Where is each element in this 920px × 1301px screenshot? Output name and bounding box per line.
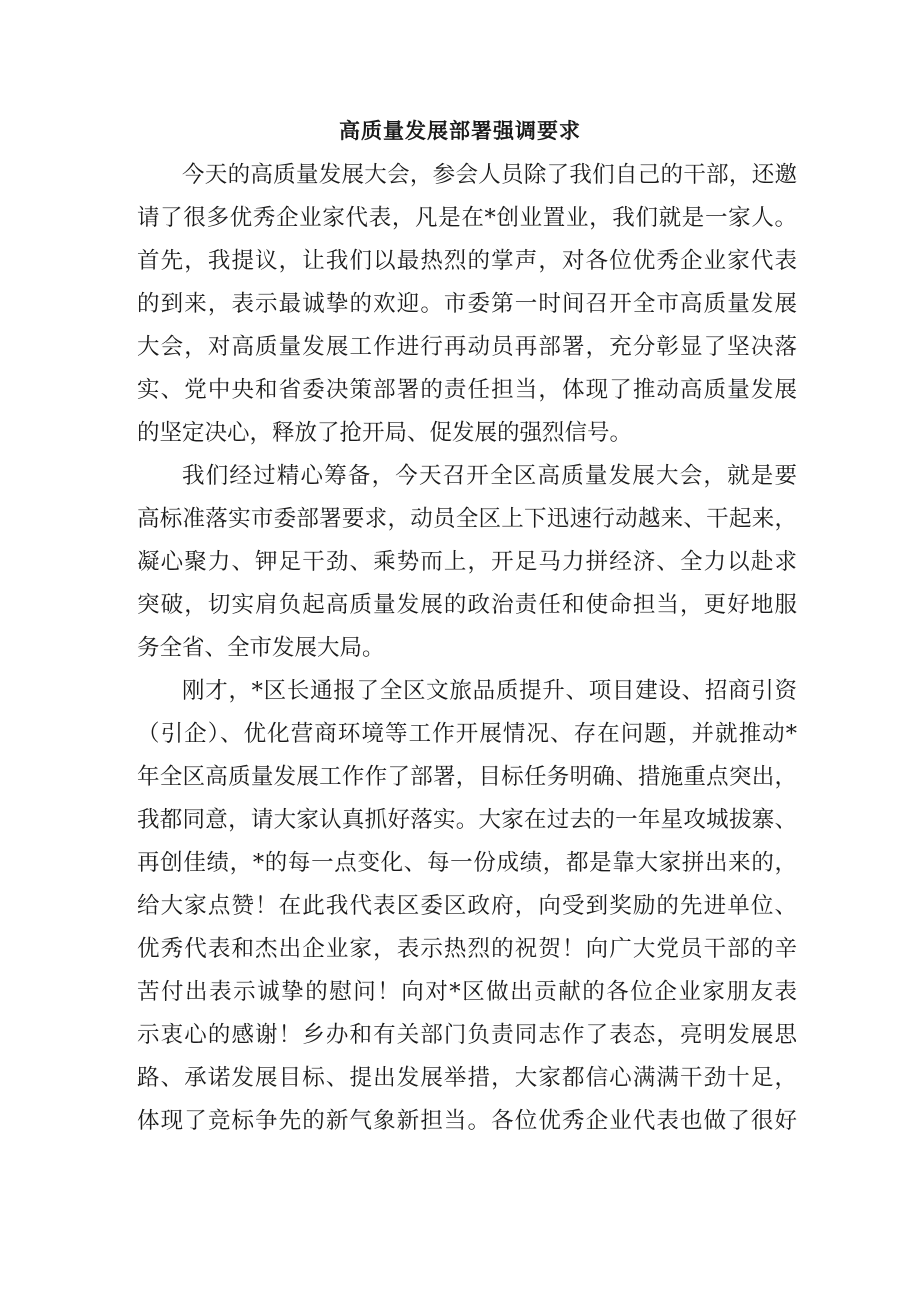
paragraph-3-line-6: 给大家点赞！在此我代表区委区政府，向受到奖励的先进单位、 xyxy=(137,893,797,919)
paragraph-3-line-5: 再创佳绩，*的每一点变化、每一份成绩，都是靠大家拼出来的， xyxy=(137,850,797,876)
paragraph-3-line-11: 体现了竞标争先的新气象新担当。各位优秀企业代表也做了很好 xyxy=(137,1108,797,1134)
paragraph-2-line-3: 凝心聚力、钾足干劲、乘势而上，开足马力拼经济、全力以赴求 xyxy=(137,549,797,575)
paragraph-3-line-1: 刚才，*区长通报了全区文旅品质提升、项目建设、招商引资 xyxy=(182,678,797,704)
paragraph-3-line-8: 苦付出表示诚挚的慰问！向对*区做出贡献的各位企业家朋友表 xyxy=(137,979,797,1005)
paragraph-1-line-6: 实、党中央和省委决策部署的责任担当，体现了推动高质量发展 xyxy=(137,377,797,403)
paragraph-2-line-2: 高标准落实市委部署要求，动员全区上下迅速行动越来、干起来， xyxy=(137,506,797,532)
paragraph-1-line-4: 的到来，表示最诚挚的欢迎。市委第一时间召开全市高质量发展 xyxy=(137,291,797,317)
paragraph-3-line-10: 路、承诺发展目标、提出发展举措，大家都信心满满干劲十足， xyxy=(137,1065,797,1091)
paragraph-3-line-4: 我都同意，请大家认真抓好落实。大家在过去的一年星攻城拔寨、 xyxy=(137,807,797,833)
paragraph-1-line-5: 大会，对高质量发展工作进行再动员再部署，充分彰显了坚决落 xyxy=(137,334,797,360)
paragraph-2-line-4: 突破，切实肩负起高质量发展的政治责任和使命担当，更好地服 xyxy=(137,592,797,618)
paragraph-3-line-7: 优秀代表和杰出企业家，表示热烈的祝贺！向广大党员干部的辛 xyxy=(137,936,797,962)
paragraph-1-line-3: 首先，我提议，让我们以最热烈的掌声，对各位优秀企业家代表 xyxy=(137,248,797,274)
paragraph-2-line-5: 务全省、全市发展大局。 xyxy=(137,635,385,661)
paragraph-1-line-1: 今天的高质量发展大会，参会人员除了我们自己的干部，还邀 xyxy=(182,162,797,188)
document-title: 高质量发展部署强调要求 xyxy=(339,118,581,143)
paragraph-3-line-9: 示衷心的感谢！乡办和有关部门负责同志作了表态，亮明发展思 xyxy=(137,1022,797,1048)
paragraph-2-line-1: 我们经过精心筹备，今天召开全区高质量发展大会，就是要 xyxy=(182,463,797,489)
paragraph-1-line-2: 请了很多优秀企业家代表，凡是在*创业置业，我们就是一家人。 xyxy=(137,205,797,231)
paragraph-1-line-7: 的坚定决心，释放了抢开局、促发展的强烈信号。 xyxy=(137,420,633,446)
paragraph-3-line-3: 年全区高质量发展工作作了部署，目标任务明确、措施重点突出， xyxy=(137,764,797,790)
paragraph-3-line-2: （引企）、优化营商环境等工作开展情况、存在问题，并就推动* xyxy=(137,721,797,747)
